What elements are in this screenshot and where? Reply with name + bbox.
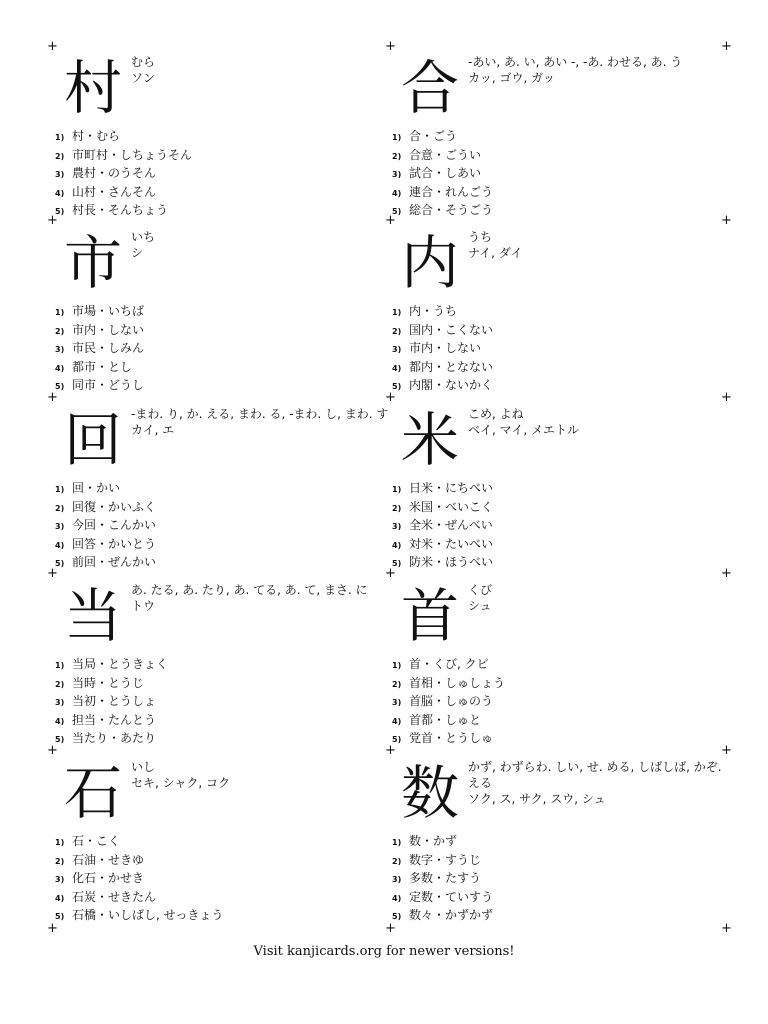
- example-list: [55, 833, 385, 926]
- example-list: [55, 656, 385, 749]
- example-text: 全米・ぜんべい: [409, 518, 493, 532]
- list-item: [55, 303, 385, 322]
- on-reading: セキ, シャク, コク: [131, 776, 231, 790]
- kanji-card: [55, 225, 395, 397]
- example-text: 当たり・あたり: [72, 731, 157, 745]
- example-text: 山村・さんそん: [72, 184, 157, 199]
- kanji-glyph: 石: [63, 759, 122, 827]
- item-number: 3): [392, 345, 402, 354]
- example-text: 党首・とうしゅ: [409, 731, 494, 745]
- item-number: 1): [55, 838, 65, 847]
- kanji-card: [55, 578, 395, 750]
- example-text: 内閣・ないかく: [409, 378, 494, 392]
- item-number: 2): [392, 503, 402, 513]
- example-list: [392, 303, 722, 396]
- on-reading: ベイ, マイ, メエトル: [468, 423, 580, 437]
- item-number: 2): [55, 856, 65, 866]
- example-text: 首・くび, クビ: [409, 657, 489, 671]
- item-number: 1): [392, 661, 402, 670]
- list-item: [55, 480, 385, 499]
- item-number: 1): [55, 308, 65, 317]
- example-text: 米国・べいこく: [409, 499, 494, 514]
- item-number: 5): [392, 735, 402, 744]
- item-number: 3): [55, 170, 65, 179]
- item-number: 1): [55, 661, 65, 670]
- example-text: 防米・ほうべい: [409, 555, 494, 569]
- item-number: 5): [55, 559, 65, 568]
- kanji-glyph: 首: [400, 582, 459, 650]
- list-item: [392, 303, 722, 322]
- kun-reading: むら: [131, 55, 156, 69]
- item-number: 5): [55, 735, 65, 744]
- example-text: 農村・のうそん: [72, 166, 157, 180]
- item-number: 4): [55, 188, 65, 198]
- example-text: 試合・しあい: [409, 166, 482, 180]
- item-number: 5): [55, 912, 65, 921]
- crop-mark: +: [721, 39, 732, 54]
- item-number: 3): [392, 698, 402, 707]
- list-item: [392, 128, 722, 147]
- list-item: [55, 730, 385, 749]
- item-number: 4): [392, 363, 402, 373]
- item-number: 3): [55, 698, 65, 707]
- kun-reading: かず, わずらわ. しい, せ. める, しばしば, かぞ. える: [468, 760, 722, 790]
- list-item: [392, 889, 722, 908]
- list-item: [55, 499, 385, 518]
- item-number: 1): [55, 133, 65, 142]
- list-item: [392, 852, 722, 871]
- kanji-glyph: 合: [400, 54, 459, 122]
- example-list: [55, 303, 385, 396]
- crop-mark: +: [47, 743, 58, 758]
- item-number: 3): [55, 522, 65, 531]
- crop-mark: +: [47, 566, 58, 581]
- list-item: [55, 128, 385, 147]
- readings: [131, 54, 395, 86]
- example-text: 総合・そうごう: [409, 203, 494, 217]
- list-item: [392, 202, 722, 221]
- item-number: 5): [55, 382, 65, 391]
- example-text: 同市・どうし: [72, 378, 145, 392]
- example-list: [55, 128, 385, 221]
- kun-reading: いし: [131, 760, 156, 774]
- item-number: 2): [55, 679, 65, 689]
- kanji-glyph: 内: [400, 229, 459, 297]
- item-number: 5): [392, 559, 402, 568]
- kanji-card: [55, 50, 395, 222]
- item-number: 1): [392, 485, 402, 494]
- kun-reading: あ. たる, あ. たり, あ. てる, あ. て, まさ. に: [131, 583, 368, 597]
- example-text: 石炭・せきたん: [72, 889, 157, 904]
- list-item: [55, 833, 385, 852]
- readings: [468, 582, 732, 614]
- kanji-card: [392, 755, 732, 927]
- item-number: 4): [392, 188, 402, 198]
- list-item: [55, 322, 385, 341]
- list-item: [392, 730, 722, 749]
- crop-mark: +: [385, 39, 396, 54]
- kanji-card: [392, 402, 732, 574]
- list-item: [392, 517, 722, 536]
- example-text: 都内・となない: [409, 359, 494, 374]
- list-item: [55, 536, 385, 555]
- kun-reading: こめ, よね: [468, 407, 524, 421]
- example-text: 首都・しゅと: [409, 712, 482, 727]
- list-item: [392, 480, 722, 499]
- list-item: [392, 870, 722, 889]
- example-text: 多数・たすう: [409, 871, 482, 885]
- example-text: 市内・しない: [72, 322, 145, 337]
- kanji-card: [55, 755, 395, 927]
- example-text: 合・ごう: [409, 129, 458, 143]
- crop-mark: +: [721, 566, 732, 581]
- item-number: 2): [55, 326, 65, 336]
- footer-note: Visit kanjicards.org for newer versions!: [253, 944, 515, 959]
- on-reading: ソク, ス, サク, スウ, シュ: [468, 792, 606, 806]
- item-number: 4): [392, 893, 402, 903]
- list-item: [55, 359, 385, 378]
- example-text: 数・かず: [409, 834, 458, 848]
- kanji-glyph: 回: [63, 406, 122, 474]
- readings: [131, 759, 395, 791]
- kanji-card: [392, 225, 732, 397]
- example-text: 回・かい: [72, 481, 121, 495]
- crop-mark: +: [721, 390, 732, 405]
- item-number: 1): [392, 308, 402, 317]
- example-text: 今回・こんかい: [72, 518, 157, 532]
- on-reading: カッ, ゴウ, ガッ: [468, 71, 555, 85]
- example-text: 都市・とし: [72, 359, 133, 374]
- example-text: 国内・こくない: [409, 322, 494, 337]
- kanji-glyph: 村: [63, 54, 122, 122]
- list-item: [392, 536, 722, 555]
- list-item: [392, 340, 722, 359]
- item-number: 5): [392, 382, 402, 391]
- on-reading: ソン: [131, 71, 156, 85]
- example-text: 回答・かいとう: [72, 536, 157, 551]
- list-item: [392, 907, 722, 926]
- example-text: 対米・たいべい: [409, 536, 494, 551]
- example-list: [392, 128, 722, 221]
- item-number: 2): [55, 503, 65, 513]
- item-number: 3): [392, 170, 402, 179]
- list-item: [55, 889, 385, 908]
- example-text: 石橋・いしばし, せっきょう: [72, 908, 224, 922]
- example-text: 担当・たんとう: [72, 712, 157, 727]
- list-item: [392, 147, 722, 166]
- list-item: [55, 165, 385, 184]
- list-item: [55, 377, 385, 396]
- list-item: [55, 340, 385, 359]
- crop-mark: +: [47, 39, 58, 54]
- crop-mark: +: [47, 921, 58, 936]
- list-item: [392, 712, 722, 731]
- kanji-card: [392, 50, 732, 222]
- example-list: [392, 480, 722, 573]
- example-text: 数字・すうじ: [409, 852, 482, 867]
- item-number: 4): [392, 540, 402, 550]
- crop-mark: +: [721, 213, 732, 228]
- example-text: 前回・ぜんかい: [72, 555, 157, 569]
- example-list: [392, 656, 722, 749]
- item-number: 3): [55, 875, 65, 884]
- example-text: 内・うち: [409, 304, 458, 318]
- crop-mark: +: [385, 743, 396, 758]
- example-text: 村・むら: [72, 129, 121, 143]
- item-number: 5): [392, 207, 402, 216]
- on-reading: シ: [131, 246, 144, 260]
- kun-reading: いち: [131, 230, 156, 244]
- item-number: 2): [392, 679, 402, 689]
- item-number: 1): [392, 133, 402, 142]
- example-text: 化石・かせき: [72, 871, 145, 885]
- example-text: 村長・そんちょう: [72, 203, 169, 217]
- list-item: [55, 656, 385, 675]
- kun-reading: くび: [468, 583, 493, 597]
- item-number: 1): [55, 485, 65, 494]
- example-text: 市場・いちば: [72, 304, 145, 318]
- list-item: [55, 852, 385, 871]
- list-item: [55, 712, 385, 731]
- example-text: 回復・かいふく: [72, 499, 157, 514]
- crop-mark: +: [721, 743, 732, 758]
- crop-mark: +: [47, 390, 58, 405]
- list-item: [392, 833, 722, 852]
- on-reading: シュ: [468, 599, 492, 613]
- crop-mark: +: [47, 213, 58, 228]
- example-text: 当時・とうじ: [72, 675, 145, 690]
- kanji-glyph: 市: [63, 229, 122, 297]
- item-number: 4): [55, 893, 65, 903]
- list-item: [55, 554, 385, 573]
- on-reading: トウ: [131, 599, 156, 613]
- item-number: 5): [392, 912, 402, 921]
- item-number: 4): [55, 363, 65, 373]
- readings: [468, 54, 732, 86]
- example-text: 市内・しない: [409, 341, 482, 355]
- kanji-card: [392, 578, 732, 750]
- kun-reading: -まわ. り, か. える, まわ. る, -まわ. し, まわ. す: [131, 407, 389, 421]
- example-text: 市町村・しちょうそん: [72, 147, 193, 162]
- readings: [468, 406, 732, 438]
- item-number: 4): [392, 716, 402, 726]
- item-number: 3): [392, 522, 402, 531]
- list-item: [392, 165, 722, 184]
- kanji-glyph: 数: [400, 759, 459, 827]
- readings: [131, 582, 395, 614]
- readings: [468, 229, 732, 261]
- example-list: [392, 833, 722, 926]
- item-number: 1): [392, 838, 402, 847]
- example-text: 日米・にちべい: [409, 481, 494, 495]
- list-item: [55, 147, 385, 166]
- example-text: 当初・とうしょ: [72, 694, 157, 708]
- crop-mark: +: [385, 213, 396, 228]
- example-text: 数々・かずかず: [409, 908, 494, 922]
- item-number: 3): [55, 345, 65, 354]
- list-item: [392, 675, 722, 694]
- on-reading: カイ, エ: [131, 423, 175, 437]
- list-item: [55, 870, 385, 889]
- list-item: [392, 693, 722, 712]
- kanji-card: [55, 402, 395, 574]
- readings: [131, 229, 395, 261]
- list-item: [55, 184, 385, 203]
- example-text: 市民・しみん: [72, 341, 145, 355]
- example-text: 合意・ごうい: [409, 147, 482, 162]
- item-number: 5): [55, 207, 65, 216]
- item-number: 4): [55, 716, 65, 726]
- list-item: [55, 907, 385, 926]
- kun-reading: -あい, あ. い, あい -, -あ. わせる, あ. う: [468, 55, 683, 69]
- readings: [468, 759, 732, 807]
- readings: [131, 406, 395, 438]
- kanji-glyph: 当: [63, 582, 122, 650]
- example-text: 当局・とうきょく: [72, 657, 169, 671]
- crop-mark: +: [385, 566, 396, 581]
- list-item: [392, 554, 722, 573]
- kun-reading: うち: [468, 230, 493, 244]
- list-item: [55, 517, 385, 536]
- example-text: 連合・れんごう: [409, 184, 494, 199]
- item-number: 2): [392, 856, 402, 866]
- example-list: [55, 480, 385, 573]
- item-number: 3): [392, 875, 402, 884]
- item-number: 2): [392, 151, 402, 161]
- list-item: [392, 656, 722, 675]
- list-item: [55, 693, 385, 712]
- example-text: 首相・しゅしょう: [409, 675, 506, 690]
- item-number: 2): [392, 326, 402, 336]
- example-text: 石油・せきゆ: [72, 852, 145, 867]
- example-text: 石・こく: [72, 834, 121, 848]
- item-number: 4): [55, 540, 65, 550]
- kanji-glyph: 米: [400, 406, 459, 474]
- list-item: [392, 359, 722, 378]
- crop-mark: +: [385, 390, 396, 405]
- list-item: [392, 322, 722, 341]
- list-item: [392, 499, 722, 518]
- example-text: 定数・ていすう: [409, 889, 494, 904]
- list-item: [55, 202, 385, 221]
- crop-mark: +: [721, 921, 732, 936]
- on-reading: ナイ, ダイ: [468, 246, 523, 260]
- list-item: [392, 377, 722, 396]
- item-number: 2): [55, 151, 65, 161]
- list-item: [55, 675, 385, 694]
- list-item: [392, 184, 722, 203]
- example-text: 首脳・しゅのう: [409, 694, 494, 708]
- crop-mark: +: [385, 921, 396, 936]
